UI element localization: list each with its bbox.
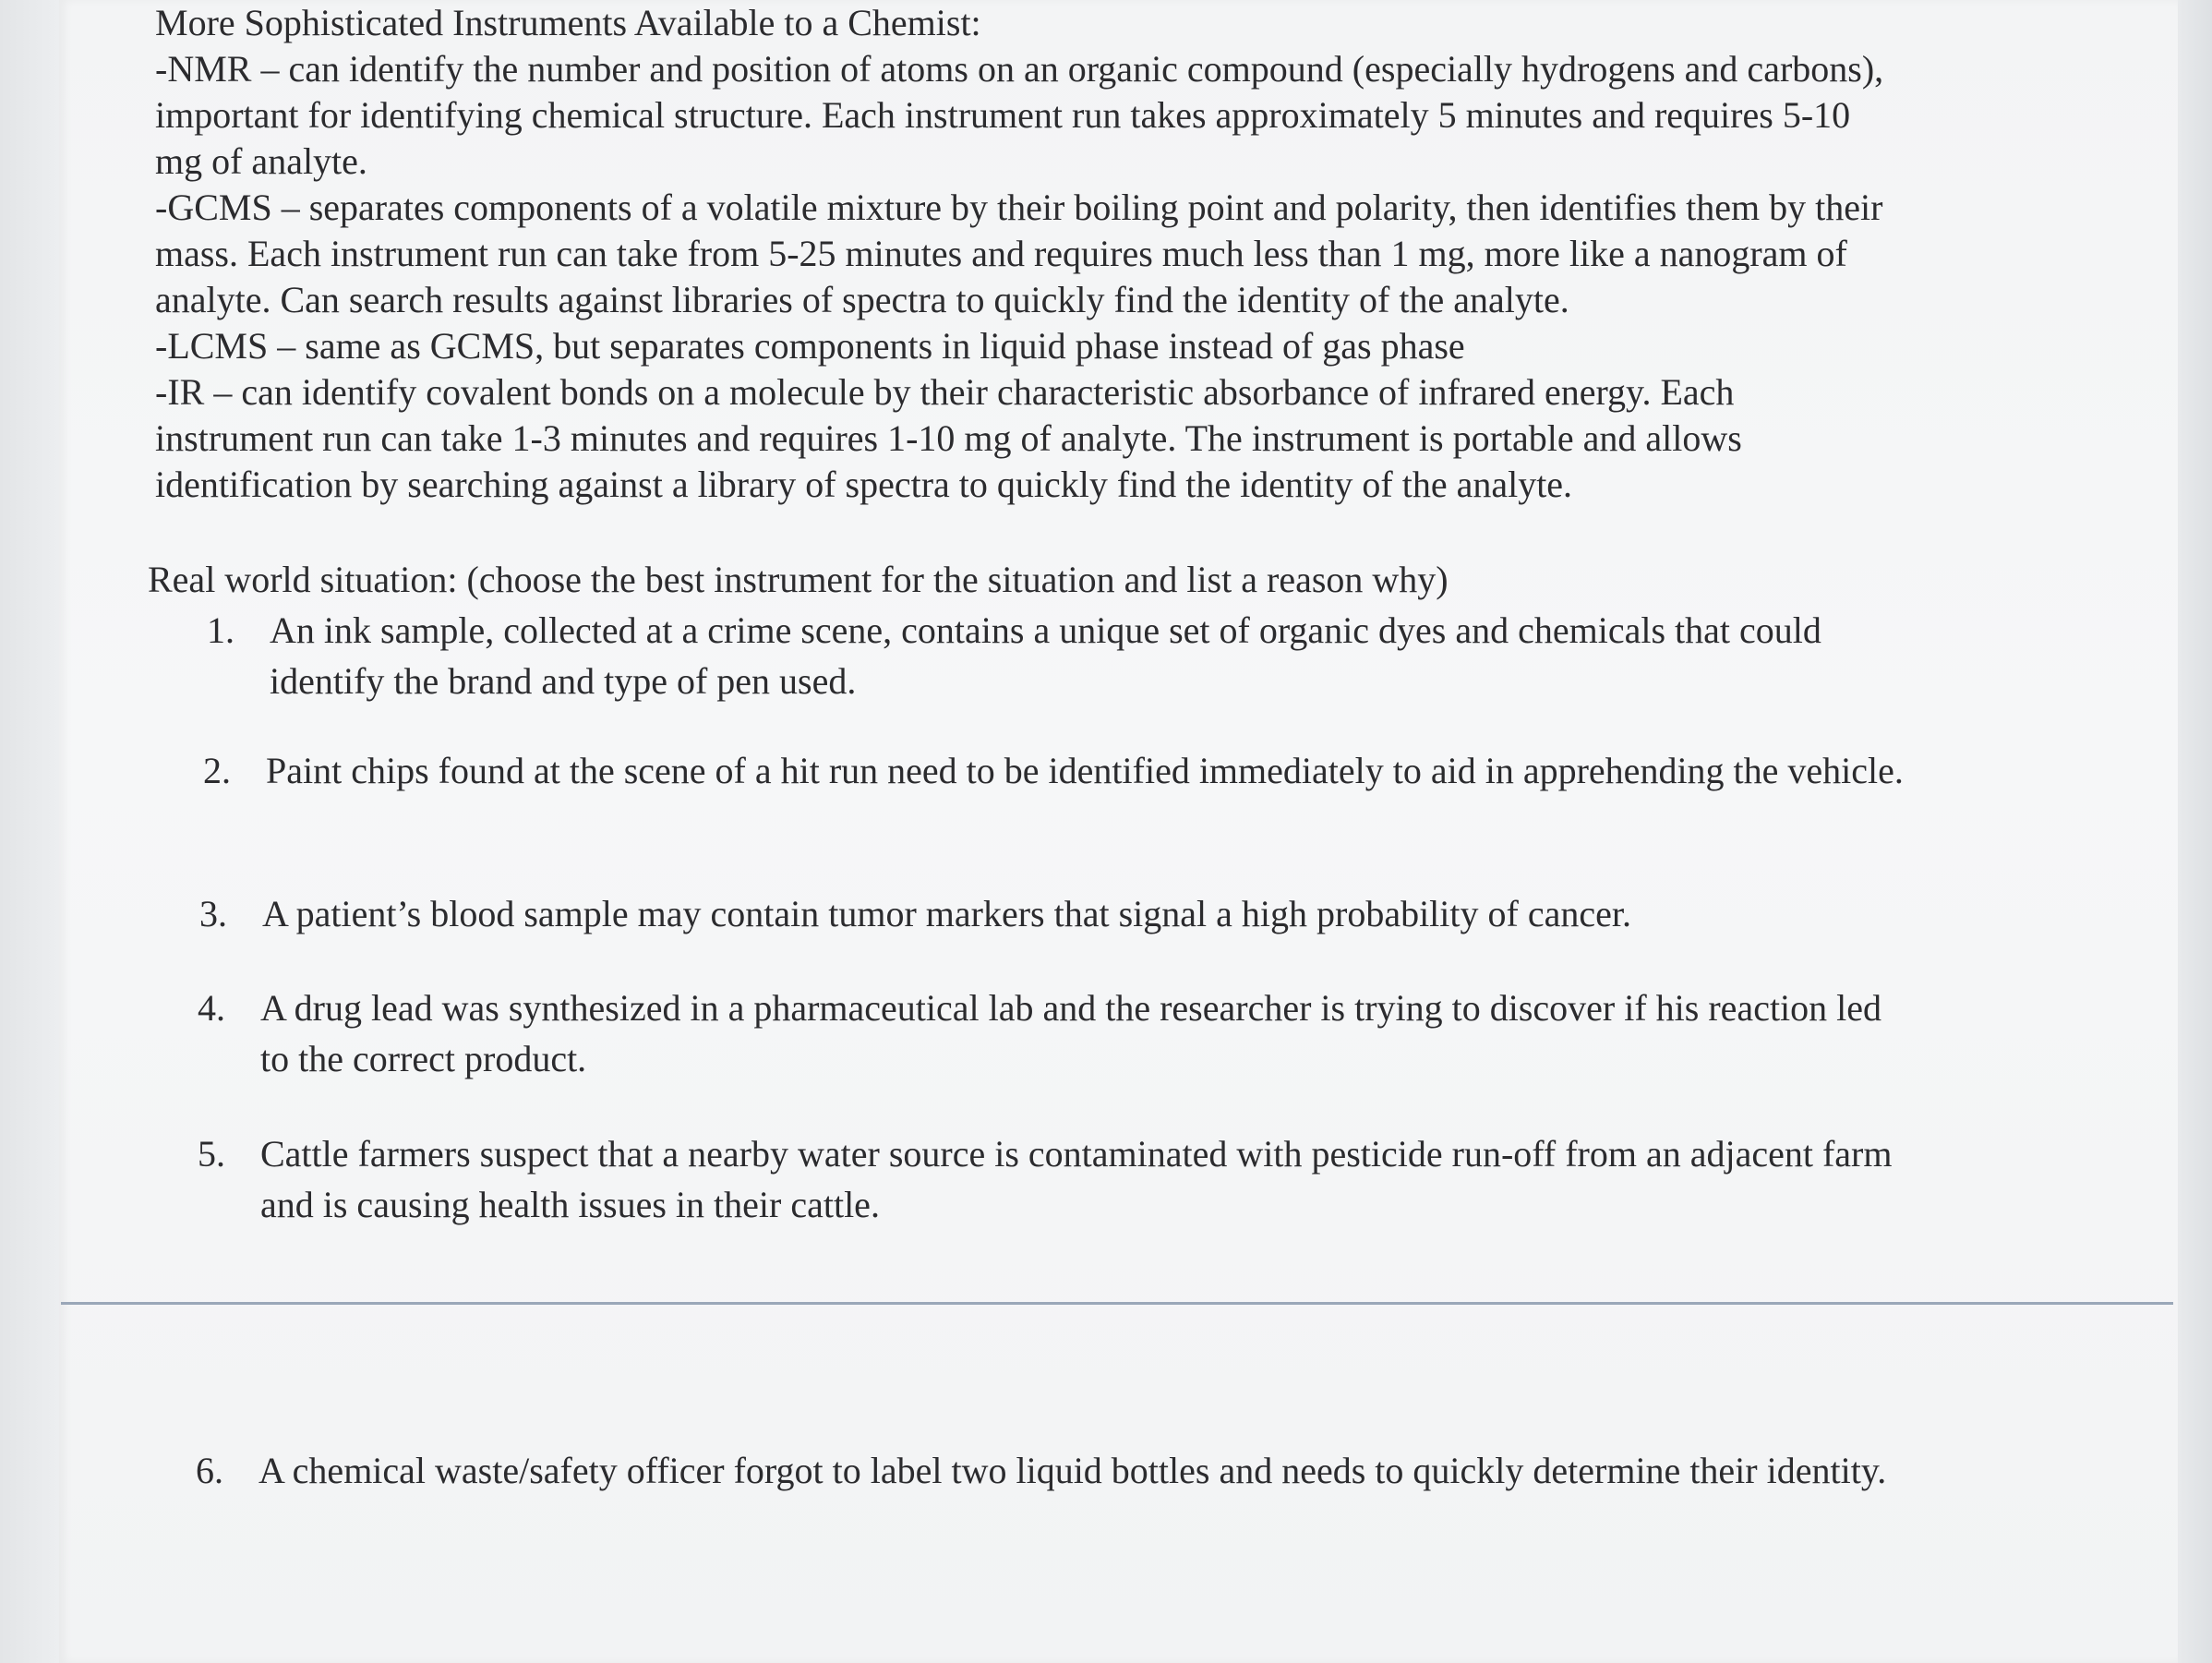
instruments-heading: More Sophisticated Instruments Available to a Chemist:: [155, 2, 981, 43]
question-line: Cattle farmers suspect that a nearby water source is contaminated with pesticide run-off from an adjacent farm: [260, 1133, 1893, 1175]
lcms-line-1: -LCMS – same as GCMS, but separates components in liquid phase instead of gas phase: [155, 325, 1465, 367]
question-text: [262, 888, 1631, 939]
section-divider: [61, 1302, 2173, 1305]
question-text: [258, 1445, 1886, 1496]
nmr-line-1: -NMR – can identify the number and position of atoms on an organic compound (especially hydrogens and carbons),: [155, 48, 1884, 90]
question-line: identify the brand and type of pen used.: [270, 660, 857, 702]
question-number: 1.: [207, 609, 234, 651]
instruments-section: [155, 0, 1883, 508]
question-line: and is causing health issues in their cattle.: [260, 1184, 880, 1225]
question-line: Paint chips found at the scene of a hit run need to be identified immediately to aid in apprehending the vehicle.: [266, 750, 1904, 791]
question-number: 5.: [198, 1133, 225, 1175]
ir-line-3: identification by searching against a library of spectra to quickly find the identity of the analyte.: [155, 464, 1573, 505]
question-line: A chemical waste/safety officer forgot to label two liquid bottles and needs to quickly determine their identity.: [258, 1450, 1887, 1491]
question-line: A drug lead was synthesized in a pharmaceutical lab and the researcher is trying to discover if his reaction led: [260, 987, 1882, 1029]
question-line: An ink sample, collected at a crime scene, contains a unique set of organic dyes and chemicals that could: [270, 609, 1821, 651]
question-line: to the correct product.: [260, 1038, 587, 1079]
question-text: [270, 605, 1821, 706]
question-text: [260, 1128, 1892, 1230]
question-number: 6.: [196, 1450, 223, 1491]
question-text: [266, 745, 1904, 796]
ir-line-1: -IR – can identify covalent bonds on a molecule by their characteristic absorbance of infrared energy. Each: [155, 371, 1735, 413]
gcms-line-1: -GCMS – separates components of a volatile mixture by their boiling point and polarity, then identifies them by their: [155, 187, 1883, 228]
situation-heading: Real world situation: (choose the best instrument for the situation and list a reason why): [148, 559, 1449, 600]
page-edge: [2178, 0, 2212, 1663]
question-number: 2.: [203, 750, 231, 791]
question-number: 3.: [199, 893, 227, 934]
question-line: A patient’s blood sample may contain tumor markers that signal a high probability of cancer.: [262, 893, 1631, 934]
question-number: 4.: [198, 987, 225, 1029]
question-text: [260, 982, 1881, 1084]
gcms-line-2: mass. Each instrument run can take from 5-25 minutes and requires much less than 1 mg, more like a nanogram of: [155, 233, 1847, 274]
ir-line-2: instrument run can take 1-3 minutes and requires 1-10 mg of analyte. The instrument is portable and allows: [155, 417, 1742, 459]
gcms-line-3: analyte. Can search results against libraries of spectra to quickly find the identity of the analyte.: [155, 279, 1569, 320]
nmr-line-2: important for identifying chemical structure. Each instrument run takes approximately 5 minutes and requires 5-10: [155, 94, 1851, 136]
nmr-line-3: mg of analyte.: [155, 140, 367, 182]
